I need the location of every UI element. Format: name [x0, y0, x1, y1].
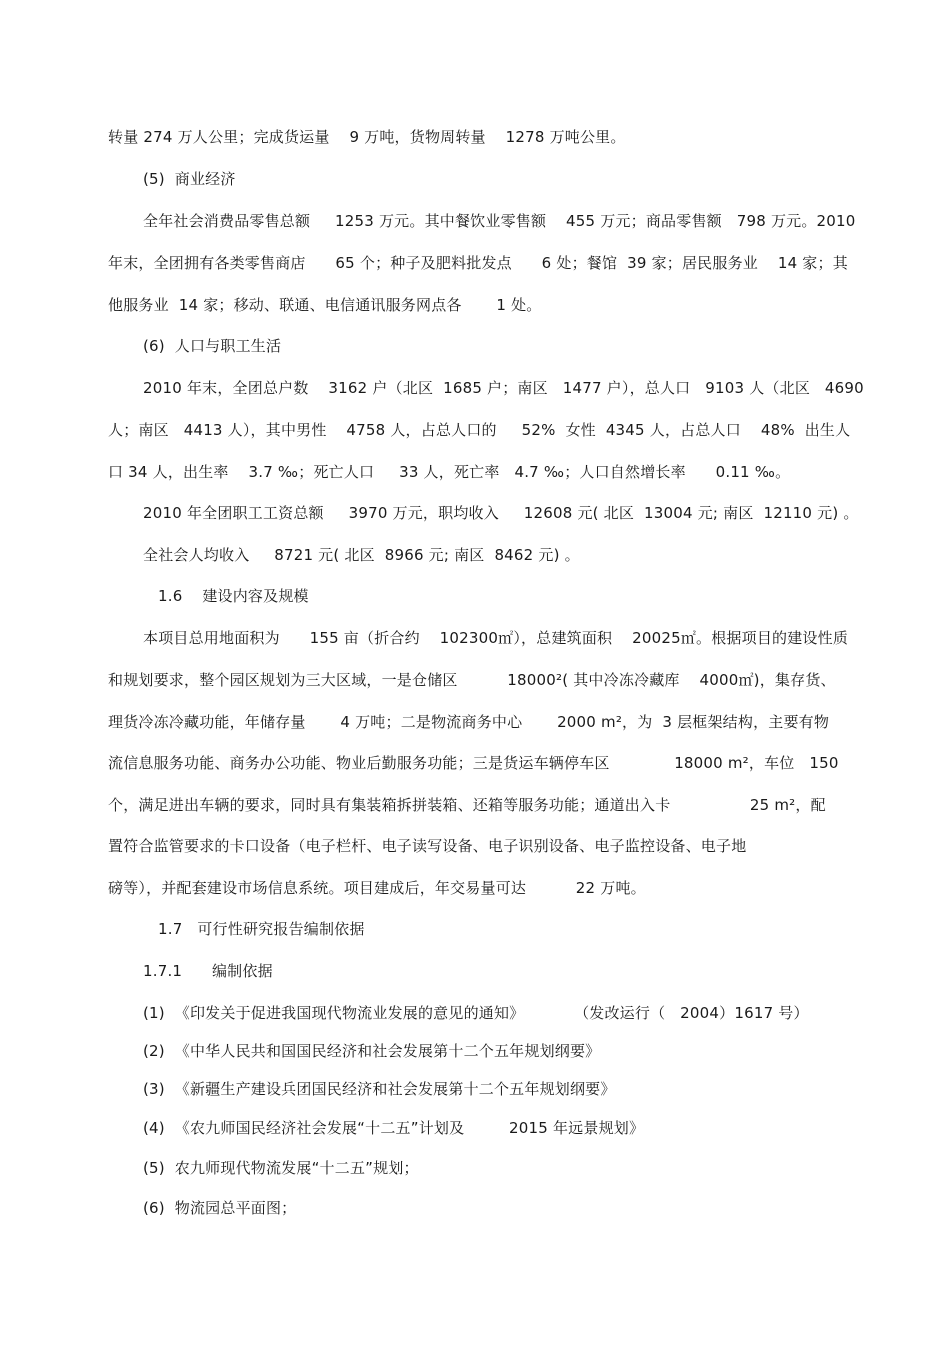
paragraph-line: 本项目总用地面积为 155 亩（折合约 102300㎡），总建筑面积 20025㎡。根据项目的建设性质 — [143, 629, 849, 647]
paragraph-line: 年末，全团拥有各类零售商店 65 个；种子及肥料批发点 6 处；餐馆 39 家；居民服务业 14 家；其 — [108, 254, 848, 272]
paragraph-line: 和规划要求，整个园区规划为三大区域，一是仓储区 18000²( 其中冷冻冷藏库 4000㎡)，集存货、 — [108, 671, 836, 689]
paragraph-line: 他服务业 14 家；移动、联通、电信通讯服务网点各 1 处。 — [108, 296, 542, 314]
paragraph-line: 置符合监管要求的卡口设备（电子栏杆、电子读写设备、电子识别设备、电子监控设备、电子地 — [108, 837, 747, 855]
paragraph-line: 理货冷冻冷藏功能，年储存量 4 万吨；二是物流商务中心 2000 m²，为 3 层框架结构，主要有物 — [108, 713, 830, 731]
section-heading: (5) 商业经济 — [143, 170, 236, 188]
paragraph-line: 流信息服务功能、商务办公功能、物业后勤服务功能；三是货运车辆停车区 18000 m²，车位 150 — [108, 754, 839, 772]
paragraph-line: 人；南区 4413 人），其中男性 4758 人，占总人口的 52% 女性 4345 人，占总人口 48% 出生人 — [108, 421, 851, 439]
section-heading: 1.6 建设内容及规模 — [158, 587, 309, 605]
list-item: (2) 《中华人民共和国国民经济和社会发展第十二个五年规划纲要》 — [143, 1042, 601, 1060]
list-item: (6) 物流园总平面图； — [143, 1199, 297, 1217]
list-item: (5) 农九师现代物流发展“十二五”规划； — [143, 1159, 419, 1177]
paragraph-line: 2010 年末，全团总户数 3162 户（北区 1685 户；南区 1477 户），总人口 9103 人（北区 4690 — [143, 379, 864, 397]
subsection-heading: 1.7.1 编制依据 — [143, 962, 273, 980]
list-item: (3) 《新疆生产建设兵团国民经济和社会发展第十二个五年规划纲要》 — [143, 1080, 616, 1098]
paragraph-line: 全社会人均收入 8721 元( 北区 8966 元; 南区 8462 元) 。 — [143, 546, 580, 564]
section-heading: 1.7 可行性研究报告编制依据 — [158, 920, 365, 938]
list-item: (1) 《印发关于促进我国现代物流业发展的意见的通知》 （发改运行（ 2004）1617 号） — [143, 1004, 809, 1022]
paragraph-line: 口 34 人，出生率 3.7 ‰；死亡人口 33 人，死亡率 4.7 ‰；人口自然增长率 0.11 ‰。 — [108, 463, 791, 481]
list-item: (4) 《农九师国民经济社会发展“十二五”计划及 2015 年远景规划》 — [143, 1119, 645, 1137]
paragraph-line: 2010 年全团职工工资总额 3970 万元，职均收入 12608 元( 北区 13004 元; 南区 12110 元) 。 — [143, 504, 859, 522]
paragraph-line: 全年社会消费品零售总额 1253 万元。其中餐饮业零售额 455 万元；商品零售额 798 万元。2010 — [143, 212, 856, 230]
paragraph-line: 磅等），并配套建设市场信息系统。项目建成后，年交易量可达 22 万吨。 — [108, 879, 646, 897]
section-heading: (6) 人口与职工生活 — [143, 337, 282, 355]
paragraph-line: 转量 274 万人公里；完成货运量 9 万吨，货物周转量 1278 万吨公里。 — [108, 128, 626, 146]
paragraph-line: 个，满足进出车辆的要求，同时具有集装箱拆拼装箱、还箱等服务功能；通道出入卡 25 m²，配 — [108, 796, 826, 814]
